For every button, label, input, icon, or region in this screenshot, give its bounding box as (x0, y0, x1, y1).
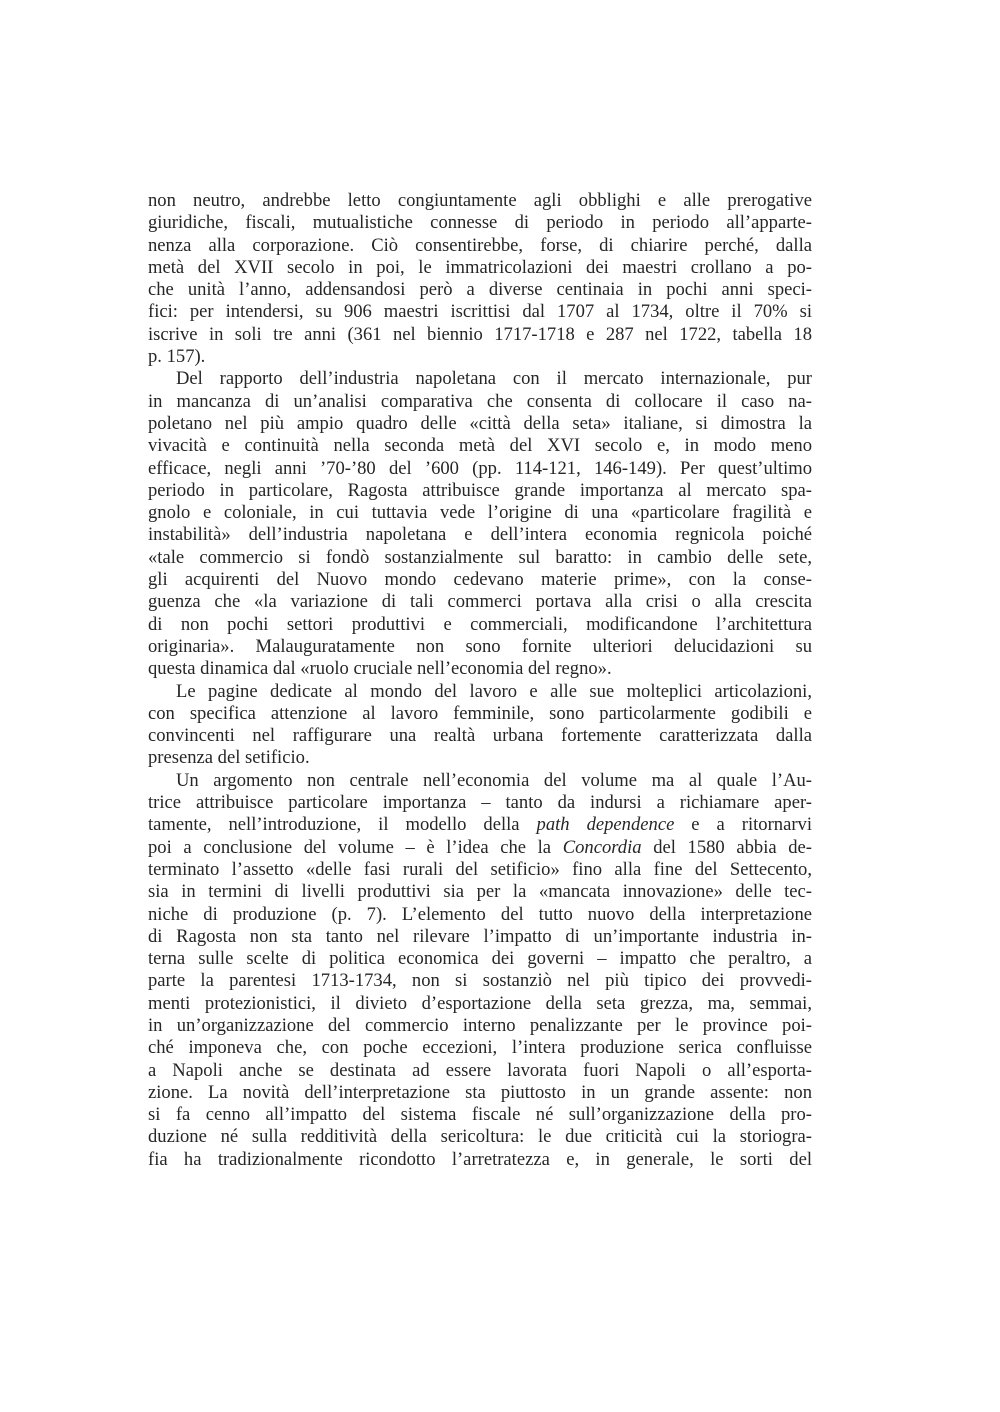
text-line: menti protezionistici, il divieto d’esportazione della seta grezza, ma, semmai, (148, 992, 812, 1014)
text-line: originaria». Malauguratamente non sono fornite ulteriori delucidazioni su (148, 635, 812, 657)
text-line: periodo in particolare, Ragosta attribuisce grande importanza al mercato spa- (148, 479, 812, 501)
text-line: vivacità e continuità nella seconda metà del XVI secolo e, in modo meno (148, 435, 812, 457)
text-line: presenza del setificio. (148, 747, 310, 769)
text-line: non neutro, andrebbe letto congiuntamente agli obblighi e alle prerogative (148, 190, 812, 211)
text-line: metà del XVII secolo in poi, le immatricolazioni dei maestri crollano a po- (148, 256, 812, 278)
text-line: si fa cenno all’impatto del sistema fiscale né sull’organizzazione della pro- (148, 1104, 812, 1126)
text-line: gli acquirenti del Nuovo mondo cedevano materie prime», con la conse- (148, 569, 812, 591)
text-line: parte la parentesi 1713-1734, non si sostanziò nel più tipico dei provvedi- (148, 970, 812, 992)
text-line: nenza alla corporazione. Ciò consentirebbe, forse, di chiarire perché, dalla (148, 234, 812, 256)
text-line: in mancanza di un’analisi comparativa che consenta di collocare il caso na- (148, 390, 812, 412)
text-line: a Napoli anche se destinata ad essere lavorata fuori Napoli o all’esporta- (148, 1059, 812, 1081)
paragraph-4 (148, 770, 812, 1171)
text-line: giuridiche, fiscali, mutualistiche connesse di periodo in periodo all’apparte- (148, 212, 812, 234)
text-line: tamente, nell’introduzione, il modello della path dependence e a ritornarvi (148, 814, 813, 836)
text-line: terminato l’assetto «delle fasi rurali del setificio» fino alla fine del Settecento, (148, 858, 812, 880)
text-line: Un argomento non centrale nell’economia del volume ma al quale l’Au- (176, 769, 812, 791)
text-line: con specifica attenzione al lavoro femminile, sono particolarmente godibili e (148, 702, 812, 724)
text-line: che unità l’anno, addensandosi però a diverse centinaia in pochi anni speci- (148, 279, 812, 301)
text-line: guenza che «la variazione di tali commerci portava alla crisi o alla crescita (148, 591, 812, 613)
italic-term: path dependence (536, 814, 675, 836)
text-line: trice attribuisce particolare importanza – tanto da indursi a richiamare aper- (148, 792, 812, 814)
text-line: convincenti nel raffigurare una realtà urbana fortemente caratterizzata dalla (148, 725, 812, 747)
text-line: gnolo e coloniale, in cui tuttavia vede l’origine di una «particolare fragilità e (148, 502, 812, 524)
paragraph-3 (148, 681, 812, 770)
text-line: Del rapporto dell’industria napoletana con il mercato internazionale, pur (176, 368, 812, 390)
text-line: duzione né sulla redditività della sericoltura: le due criticità cui la storiogra- (148, 1126, 812, 1148)
text-line: fici: per intendersi, su 906 maestri iscrittisi dal 1707 al 1734, oltre il 70% si (148, 301, 812, 323)
text-line: niche di produzione (p. 7). L’elemento del tutto nuovo della interpretazione (148, 903, 812, 925)
text-line: zione. La novità dell’interpretazione sta piuttosto in un grande assente: non (148, 1081, 812, 1103)
paragraph-2 (148, 368, 812, 680)
text-line: sia in termini di livelli produttivi sia per la «mancata innovazione» delle tec- (148, 881, 812, 903)
text-line: p. 157). (148, 346, 206, 368)
text-line: ché imponeva che, con poche eccezioni, l’intera produzione serica confluisse (148, 1037, 812, 1059)
italic-term: Concordia (562, 836, 642, 858)
text-line: efficace, negli anni ’70-’80 del ’600 (pp. 114-121, 146-149). Per quest’ultimo (148, 457, 812, 479)
text-line: iscrive in soli tre anni (361 nel biennio 1717-1718 e 287 nel 1722, tabella 18 (148, 323, 812, 345)
text-line: di Ragosta non sta tanto nel rilevare l’impatto di un’importante industria in- (148, 925, 812, 947)
text-line: in un’organizzazione del commercio interno penalizzante per le province poi- (148, 1014, 812, 1036)
text-line: di non pochi settori produttivi e commerciali, modificandone l’architettura (148, 613, 812, 635)
text-line: questa dinamica dal «ruolo cruciale nell’economia del regno». (148, 658, 612, 680)
text-line: poi a conclusione del volume – è l’idea che la Concordia del 1580 abbia de- (148, 836, 812, 858)
text-line: instabilità» dell’industria napoletana e dell’intera economia regnicola poiché (148, 524, 812, 546)
text-line: poletano nel più ampio quadro delle «città della seta» italiane, si dimostra la (148, 412, 812, 434)
text-line: «tale commercio si fondò sostanzialmente sul baratto: in cambio delle sete, (148, 546, 812, 568)
text-line: terna sulle scelte di politica economica dei governi – impatto che peraltro, a (148, 948, 812, 970)
text-line: fia ha tradizionalmente ricondotto l’arretratezza e, in generale, le sorti del (148, 1148, 812, 1170)
paragraph-1 (148, 190, 812, 368)
body-text (148, 190, 812, 1171)
text-line: Le pagine dedicate al mondo del lavoro e alle sue molteplici articolazioni, (176, 680, 812, 702)
